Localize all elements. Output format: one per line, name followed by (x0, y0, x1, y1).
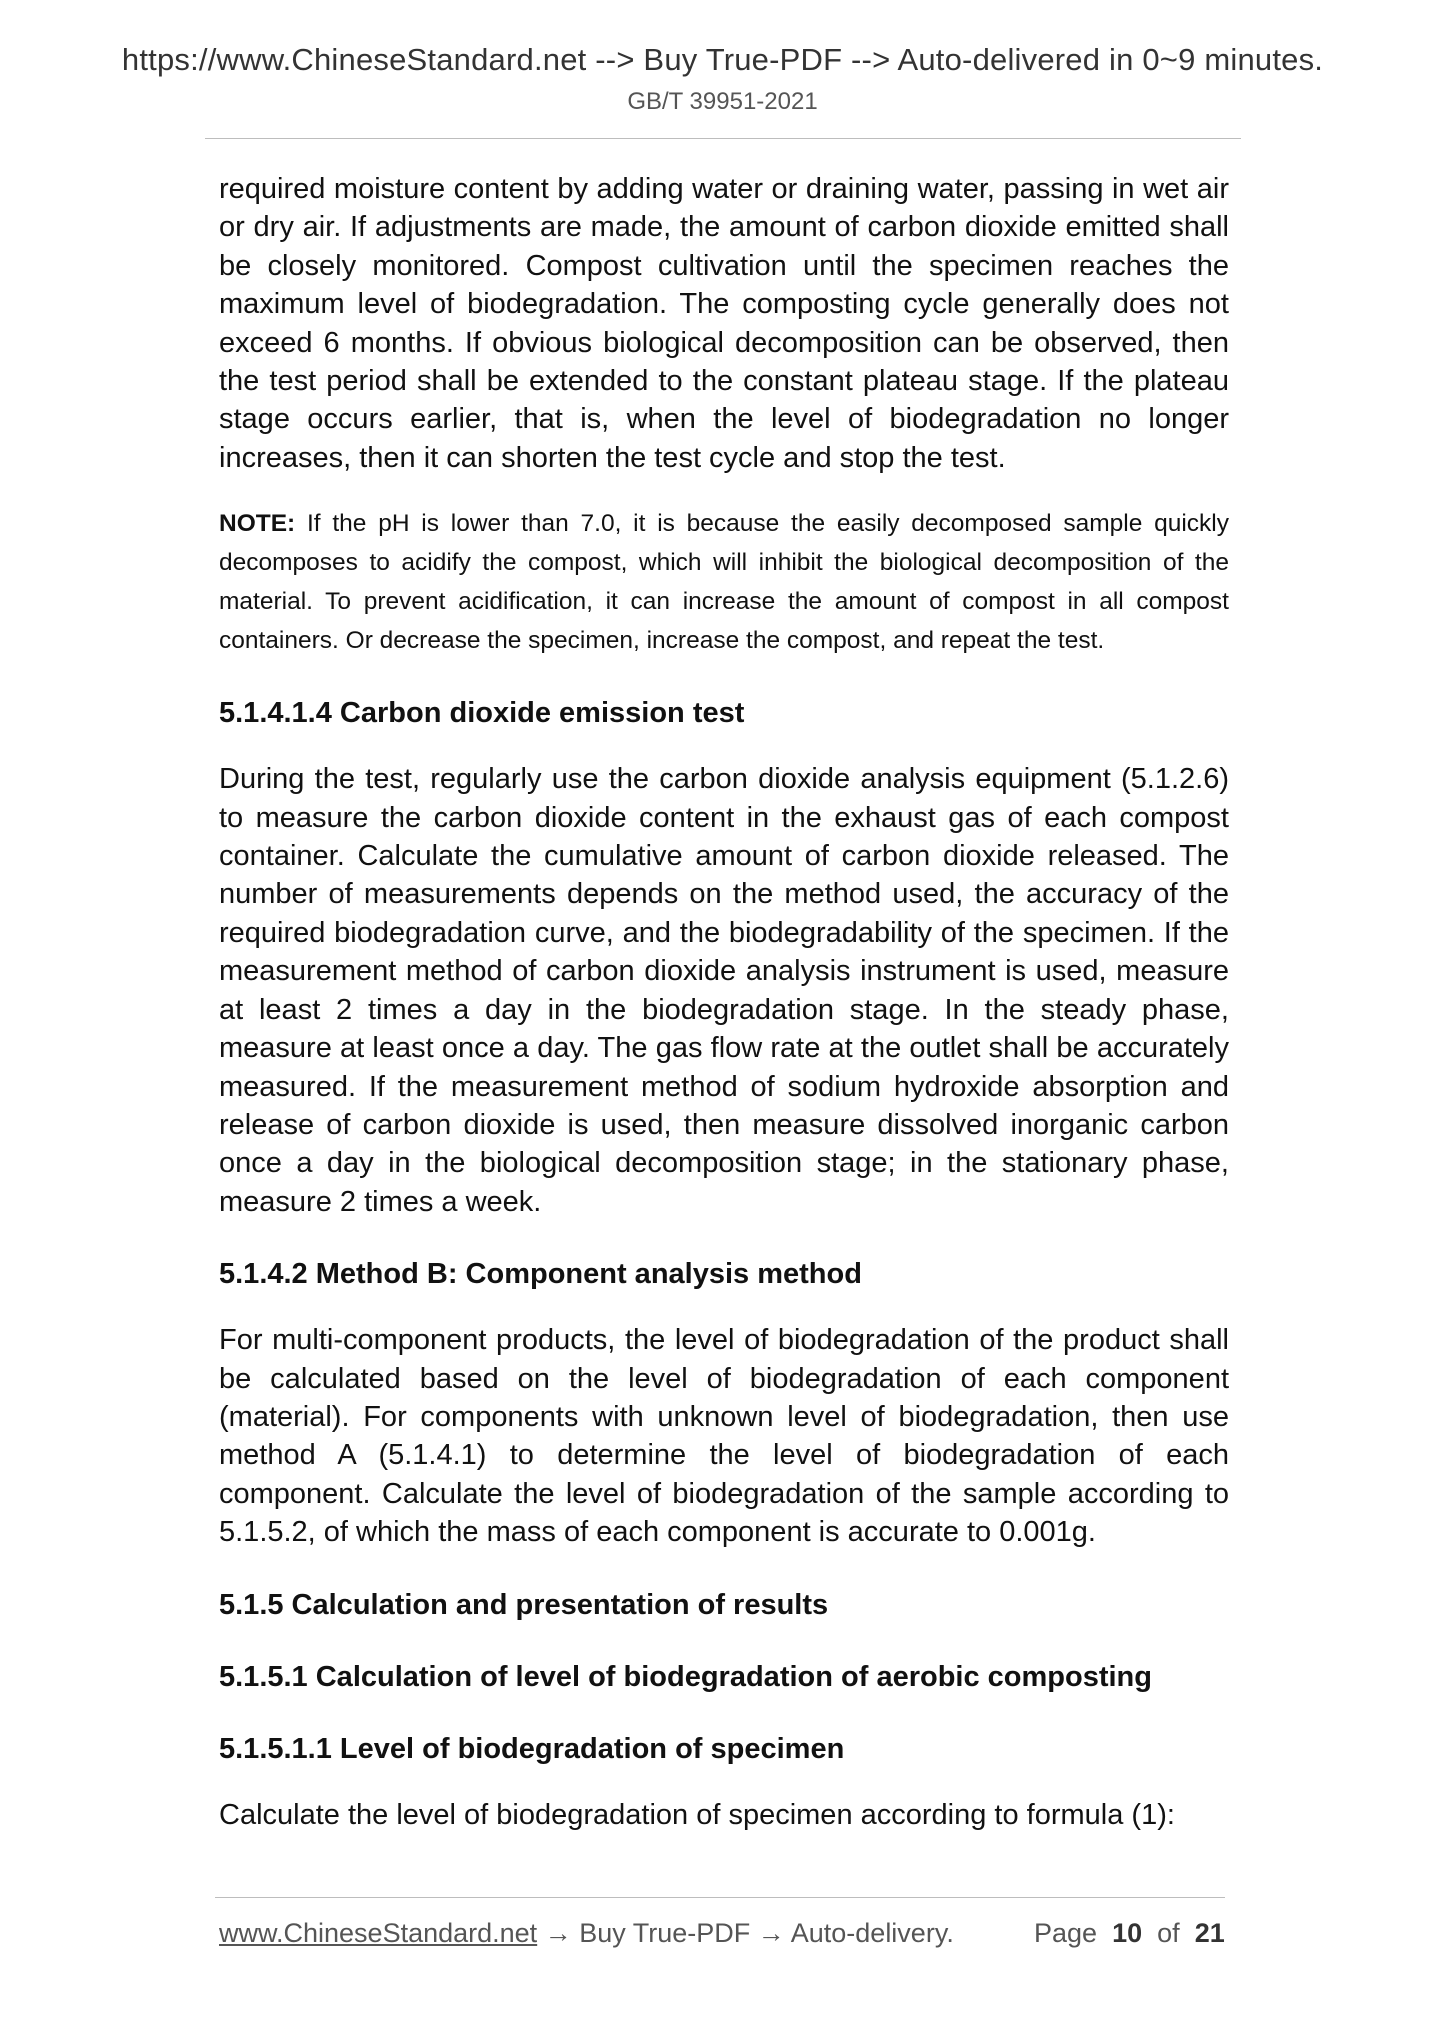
of-word: of (1157, 1918, 1180, 1948)
heading-5-1-5-1: 5.1.5.1 Calculation of level of biodegradation of aerobic composting (219, 1660, 1152, 1693)
paragraph-5-1-4-2: For multi-component products, the level of biodegradation of the product shall be calculated based on the level of biodegradation of each component (material). For components with unknown level of biodegradation, then use method A (5.1.4.1) to determine the level of biodegradation of each component. Calculate the level of biodegradation of the sample according to 5.1.5.2, of which the mass of each component is accurate to 0.001g. (219, 1324, 1229, 1549)
paragraph-5-1-5-1-1: Calculate the level of biodegradation of specimen according to formula (1): (219, 1798, 1175, 1831)
paragraph-5-1-4-1-4: During the test, regularly use the carbon dioxide analysis equipment (5.1.2.6) to measure the carbon dioxide content in the exhaust gas of each compost container. Calculate the cumulative amount of carbon dioxide released. The number of measurements depends on the method used, the accuracy of the required biodegradation curve, and the biodegradability of the specimen. If the measurement method of carbon dioxide analysis instrument is used, measure at least 2 times a day in the biodegradation stage. In the steady phase, measure at least once a day. The gas flow rate at the outlet shall be accurately measured. If the measurement method of sodium hydroxide absorption and release of carbon dioxide is used, then measure dissolved inorganic carbon once a day in the biological decomposition stage; in the stationary phase, measure 2 times a week. (219, 763, 1229, 1218)
header-divider (205, 138, 1241, 139)
footer-divider (215, 1897, 1225, 1898)
note-paragraph (219, 504, 1229, 660)
note-text: If the pH is lower than 7.0, it is because the easily decomposed sample quickly decomposes to acidify the compost, which will inhibit the biological decomposition of the material. To prevent acidification, it can increase the amount of compost in all compost containers. Or decrease the specimen, increase the compost, and repeat the test. (219, 510, 1229, 655)
footer-site-link[interactable]: www.ChineseStandard.net (219, 1918, 538, 1948)
header-url-line: https://www.ChineseStandard.net --> Buy True-PDF --> Auto-delivered in 0~9 minutes. (121, 42, 1324, 77)
page-word: Page (1034, 1918, 1098, 1948)
standard-number: GB/T 39951-2021 (627, 88, 818, 115)
footer-promo (219, 1918, 954, 1949)
page-total: 21 (1194, 1918, 1225, 1948)
heading-5-1-5: 5.1.5 Calculation and presentation of results (219, 1588, 829, 1621)
heading-5-1-4-1-4: 5.1.4.1.4 Carbon dioxide emission test (219, 697, 745, 730)
page-indicator (1034, 1918, 1225, 1949)
heading-5-1-5-1-1: 5.1.5.1.1 Level of biodegradation of specimen (219, 1732, 845, 1765)
footer-promo-text: → Buy True-PDF → Auto-delivery. (537, 1918, 954, 1948)
continued-paragraph: required moisture content by adding water or draining water, passing in wet air or dry air. If adjustments are made, the amount of carbon dioxide emitted shall be closely monitored. Compost cultivation until the specimen reaches the maximum level of biodegradation. The composting cycle generally does not exceed 6 months. If obvious biological decomposition can be observed, then the test period shall be extended to the constant plateau stage. If the plateau stage occurs earlier, that is, when the level of biodegradation no longer increases, then it can shorten the test cycle and stop the test. (219, 173, 1229, 474)
heading-5-1-4-2: 5.1.4.2 Method B: Component analysis method (219, 1258, 862, 1291)
page-number: 10 (1112, 1918, 1143, 1948)
page-content (219, 170, 1229, 1834)
note-label: NOTE: (219, 510, 296, 538)
